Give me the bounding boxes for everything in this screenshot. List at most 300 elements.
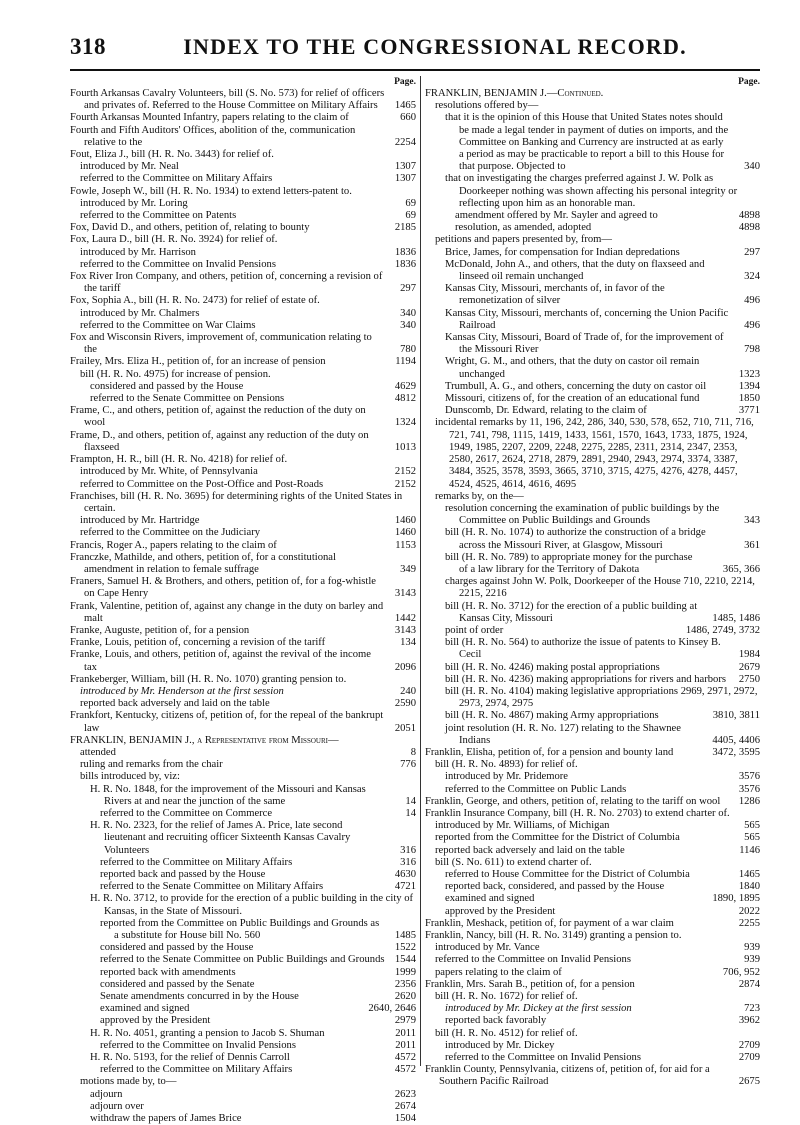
entry-text: introduced by Mr. Vance (435, 942, 540, 954)
index-entry (425, 747, 760, 759)
entry-page: 1153 (395, 539, 416, 551)
index-entry (425, 881, 760, 893)
entry-text: Franklin, Elisha, petition of, for a pension and bounty land (425, 746, 674, 758)
entry-text: considered and passed by the Senate (100, 978, 255, 990)
entry-page: 4572 (394, 1052, 416, 1064)
index-entry (70, 271, 416, 295)
index-entry (70, 112, 416, 124)
entry-text: bills introduced by, viz: (80, 771, 180, 783)
entry-text: Franklin, George, and others, petition of, relating to the tariff on wool (425, 795, 721, 807)
index-entry (425, 381, 760, 393)
entry-text: Frame, C., and others, petition of, against the reduction of the duty on wool (70, 405, 366, 429)
entry-page: 1465 (394, 100, 416, 112)
left-column (70, 76, 416, 1125)
index-entry (425, 112, 760, 173)
entry-text: H. R. No. 2323, for the relief of James A. Price, late second lieutenant and recruiting officer Sixteenth Kansas Cavalry Volunteers (90, 820, 351, 856)
entry-text: that it is the opinion of this House that United States notes should be made a legal tender in payment of duties on imports, and the Committee on Banking and Currency are instructed at as early a period as may be practicable to report a bill to this House for that purpose. Objected to (445, 112, 729, 173)
index-entry (70, 637, 416, 649)
entry-text: referred to Committee on the Post-Office and Post-Roads (80, 478, 324, 490)
index-entry (70, 234, 416, 246)
page-column-label: Page. (394, 77, 416, 87)
index-entry (70, 125, 416, 149)
index-entry (70, 1052, 416, 1064)
index-entry (425, 869, 760, 881)
entry-text: Franke, Auguste, petition of, for a pension (70, 624, 250, 636)
page-number: 318 (70, 34, 106, 59)
entry-text: petitions and papers presented by, from— (435, 234, 613, 246)
index-entry (70, 625, 416, 637)
index-entry (70, 454, 416, 466)
entry-page: 4405, 4406 (712, 734, 760, 746)
entry-page: 1836 (394, 258, 416, 270)
entry-page: 1194 (395, 356, 416, 368)
entry-text: referred to the Committee on the Judiciary (80, 527, 261, 539)
entry-page: 1522 (394, 942, 416, 954)
index-entry (70, 1113, 416, 1125)
entry-text: Fourth Arkansas Mounted Infantry, papers relating to the claim of (70, 112, 349, 124)
entry-page: 240 (400, 685, 416, 697)
index-entry (70, 308, 416, 320)
index-entry (70, 295, 416, 307)
entry-page: 798 (744, 344, 760, 356)
entry-text: Brice, James, for compensation for Indian depredations (445, 246, 680, 258)
entry-text: Wright, G. M., and others, that the duty on castor oil remain unchanged (445, 356, 700, 380)
entry-page: 1999 (394, 966, 416, 978)
entry-page: 14 (405, 795, 416, 807)
entry-text: Missouri, citizens of, for the creation of an educational fund (445, 393, 700, 405)
index-entry (425, 1028, 760, 1040)
entry-text: bill (H. R. No. 4893) for relief of. (435, 759, 578, 771)
entry-page: 723 (744, 1003, 760, 1015)
entry-text: Fox and Wisconsin Rivers, improvement of, communication relating to the (70, 332, 372, 356)
entry-text: remarks by, on the— (435, 490, 524, 502)
index-entry (70, 967, 416, 979)
index-entry (70, 881, 416, 893)
index-entry (425, 247, 760, 259)
entry-page: 939 (744, 954, 760, 966)
entry-text: Frampton, H. R., bill (H. R. No. 4218) for relief of. (70, 454, 288, 466)
index-entry (70, 771, 416, 783)
entry-page: 2709 (738, 1052, 760, 1064)
entry-text: approved by the President (445, 905, 556, 917)
index-entry (70, 1040, 416, 1052)
entry-page: 2969, 2971, 2972, 2973, 2974, 2975 (459, 685, 758, 710)
entry-text: bill (H. R. No. 789) to appropriate money for the purchase of a law library for the Territory of Dakota (445, 551, 693, 575)
entry-page: 2679 (738, 661, 760, 673)
index-entry (70, 222, 416, 234)
entry-page: 2255 (738, 917, 760, 929)
index-entry (425, 918, 760, 930)
index-entry (425, 906, 760, 918)
entry-text: bill (H. R. No. 4512) for relief of. (435, 1027, 578, 1039)
entry-text: Frame, D., and others, petition of, against any reduction of the duty on flaxseed (70, 429, 369, 453)
index-entry (425, 979, 760, 991)
entry-text: bill (H. R. No. 4104) making legislative appropriations (445, 685, 681, 697)
index-entry (70, 210, 416, 222)
entry-text: Kansas City, Missouri, merchants of, in favor of the remonetization of silver (445, 283, 665, 307)
entry-page: 340 (400, 319, 416, 331)
entry-text: reported back favorably (445, 1015, 547, 1027)
entry-text: bill (H. R. No. 4867) making Army appropriations (445, 710, 659, 722)
entry-page: 365, 366 (722, 563, 760, 575)
index-entry (425, 393, 760, 405)
index-entry (425, 1015, 760, 1027)
index-entry (70, 1076, 416, 1088)
index-entry (70, 820, 416, 857)
entry-page: 3962 (738, 1015, 760, 1027)
index-entry (70, 747, 416, 759)
index-entry (70, 479, 416, 491)
entry-text: Senate amendments concurred in by the House (100, 991, 299, 1003)
index-entry (425, 662, 760, 674)
column-divider (420, 76, 421, 1066)
entry-page: 1486, 2749, 3732 (685, 624, 760, 636)
entry-page: 4572 (394, 1064, 416, 1076)
index-entry (70, 735, 416, 747)
entry-page: 1323 (738, 368, 760, 380)
index-entry (70, 893, 416, 917)
entry-text: Fox, David D., and others, petition of, relating to bounty (70, 222, 310, 234)
index-entry (70, 991, 416, 1003)
entry-page: 1544 (394, 954, 416, 966)
entry-text: referred to the Committee on Commerce (100, 807, 273, 819)
index-entry (425, 222, 760, 234)
entry-text: joint resolution (H. R. No. 127) relating to the Shawnee Indians (445, 722, 681, 746)
entry-text: Franers, Samuel H. & Brothers, and others, petition of, for a fog-whistle on Cape Henry (70, 576, 376, 600)
index-entry (425, 552, 760, 576)
entry-text: motions made by, to— (80, 1076, 177, 1088)
entry-text: H. R. No. 3712, to provide for the erection of a public building in the city of Kansas, in the State of Missouri. (90, 893, 414, 917)
entry-text: Trumbull, A. G., and others, concerning the duty on castor oil (445, 380, 707, 392)
entry-page: 2152 (394, 478, 416, 490)
index-entry (425, 356, 760, 380)
entry-text: H. R. No. 4051, granting a pension to Jacob S. Shuman (90, 1027, 325, 1039)
entry-page: 4630 (394, 869, 416, 880)
index-entry (70, 393, 416, 405)
entry-text: referred to the Committee on Invalid Pensions (445, 1052, 641, 1064)
index-entry (70, 1003, 416, 1015)
entry-text: bill (H. R. No. 564) to authorize the issue of patents to Kinsey B. Cecil (445, 637, 721, 661)
index-entry (70, 320, 416, 332)
entry-page: 2675 (738, 1076, 760, 1088)
entry-page: 2011 (395, 1027, 416, 1039)
index-entry (425, 88, 760, 100)
index-entry (425, 967, 760, 979)
entry-page: 2874 (738, 978, 760, 990)
entry-text: bill (H. R. No. 1672) for relief of. (435, 991, 578, 1003)
entry-text: considered and passed by the House (100, 942, 254, 954)
index-entry (70, 527, 416, 539)
page-column-label: Page. (738, 77, 760, 87)
entry-page: 1394 (738, 380, 760, 392)
header-rule (70, 69, 760, 71)
entry-text: FRANKLIN, BENJAMIN J.—Continued. (425, 88, 604, 99)
entry-text: reported back adversely and laid on the table (435, 844, 625, 856)
index-entry (70, 552, 416, 576)
entry-text: withdraw the papers of James Brice (90, 1113, 242, 1125)
index-entry (70, 259, 416, 271)
entry-text: Franklin, Meshack, petition of, for payment of a war claim (425, 917, 674, 929)
index-entry (70, 942, 416, 954)
index-entry (425, 991, 760, 1003)
entry-text: Fourth and Fifth Auditors' Offices, abolition of the, communication relative to the (70, 124, 356, 148)
index-entry (70, 198, 416, 210)
index-entry (70, 857, 416, 869)
index-entry (425, 637, 760, 661)
index-entry (70, 954, 416, 966)
entry-text: adjourn (90, 1088, 123, 1100)
entry-text: Fowle, Joseph W., bill (H. R. No. 1934) to extend letters-patent to. (70, 185, 352, 197)
entry-text: referred to the Committee on Military Affairs (100, 1064, 293, 1076)
index-entry (70, 515, 416, 527)
index-entry (70, 540, 416, 552)
entry-text: bill (H. R. No. 4236) making appropriations for rivers and harbors (445, 673, 726, 685)
entry-page: 3576 (738, 771, 760, 783)
entry-page: 780 (400, 344, 416, 356)
index-entry (70, 466, 416, 478)
index-entry (425, 1064, 760, 1088)
entry-text: incidental remarks by (435, 417, 530, 429)
entry-page: 3771 (738, 405, 760, 417)
entry-page: 565 (744, 832, 760, 844)
entry-page: 343 (744, 515, 760, 527)
entry-text: ruling and remarks from the chair (80, 759, 223, 771)
entry-page: 2152 (394, 466, 416, 478)
entry-text: Frailey, Mrs. Eliza H., petition of, for an increase of pension (70, 356, 326, 368)
index-entry (70, 784, 416, 808)
entry-page: 2674 (394, 1100, 416, 1112)
entry-text: Fox, Sophia A., bill (H. R. No. 2473) for relief of estate of. (70, 295, 320, 307)
entry-page: 69 (405, 197, 416, 209)
entry-page: 1890, 1895 (712, 893, 760, 905)
entry-page: 1836 (394, 246, 416, 258)
index-entry (70, 332, 416, 356)
entry-page: 69 (405, 210, 416, 222)
index-entry (425, 723, 760, 747)
entry-text: considered and passed by the House (90, 380, 244, 392)
index-entry (425, 173, 760, 210)
entry-text: Frank, Valentine, petition of, against any change in the duty on barley and malt (70, 600, 384, 624)
entry-text: introduced by Mr. Neal (80, 161, 179, 173)
index-entry (425, 808, 760, 820)
entry-text: referred to the Senate Committee on Pensions (90, 393, 285, 405)
entry-page: 3143 (394, 624, 416, 636)
index-entry (70, 759, 416, 771)
entry-page: 3810, 3811 (712, 710, 760, 722)
entry-text: Francis, Roger A., papers relating to the claim of (70, 539, 277, 551)
index-entry (70, 1064, 416, 1076)
index-entry (425, 771, 760, 783)
entry-text: resolution concerning the examination of public buildings by the Committee on Public Buildings and Grounds (445, 502, 720, 527)
index-entry (70, 808, 416, 820)
index-entry (70, 1028, 416, 1040)
index-entry (70, 710, 416, 734)
entry-page: 2640, 2646 (368, 1003, 416, 1015)
entry-text: reported back with amendments (100, 966, 236, 978)
entry-page: 1307 (394, 173, 416, 185)
entry-text: introduced by Mr. Pridemore (445, 771, 568, 783)
index-entry (70, 247, 416, 259)
index-entry (425, 930, 760, 942)
entry-text: resolution, as amended, adopted (455, 222, 592, 234)
entry-text: Kansas City, Missouri, merchants of, concerning the Union Pacific Railroad (445, 307, 729, 331)
entry-page: 340 (400, 307, 416, 319)
entry-text: referred to the Committee on Military Affairs (80, 173, 273, 185)
entry-text: referred to the Committee on Patents (80, 210, 237, 222)
index-entry (70, 173, 416, 185)
index-entry (70, 869, 416, 881)
index-entry (425, 405, 760, 417)
index-entry (70, 649, 416, 673)
entry-text: bill (H. R. No. 4246) making postal appropriations (445, 661, 660, 673)
entry-page: 776 (400, 759, 416, 771)
entry-text: introduced by Mr. Henderson at the first session (80, 685, 284, 697)
entry-page: 3143 (394, 588, 416, 600)
entry-page: 14 (405, 807, 416, 819)
index-entry (425, 820, 760, 832)
index-entry (70, 601, 416, 625)
index-entry (70, 576, 416, 600)
entry-text: introduced by Mr. Williams, of Michigan (435, 820, 610, 832)
entry-text: bill (H. R. No. 4975) for increase of pension. (80, 368, 271, 380)
page-header (70, 34, 760, 74)
entry-page: 2356 (394, 978, 416, 990)
entry-text: referred to the Committee on Invalid Pensions (80, 258, 276, 270)
entry-page: 4629 (394, 380, 416, 392)
entry-page: 2022 (738, 905, 760, 917)
entry-page: 11, 196, 242, 286, 340, 530, 578, 652, 710, 711, 716, 721, 741, 798, 1115, 1419, 1433, 1561, 1570, 1643, 1733, 1875, 1924, 1949, 1985, 2207, 2209, 2248, 2275, 2285, 2311, 2314, 2347, 2353, 2580, 2617, 2624, 2718, 2879, 2891, 2940, 2943, 2974, 3374, 3387, 3484, 3525, 3578, 3593, 3665, 3710, 3715, 4275, 4276, 4278, 4457, 4524, 4525, 4614, 4616, 4695 (449, 417, 754, 490)
index-entry (425, 1003, 760, 1015)
entry-text: referred to the Senate Committee on Military Affairs (100, 881, 324, 893)
entry-page: 316 (400, 856, 416, 868)
entry-text: amendment offered by Mr. Sayler and agreed to (455, 210, 658, 222)
entry-text: bill (H. R. No. 3712) for the erection of a public building at Kansas City, Missouri (445, 600, 698, 624)
entry-text: introduced by Mr. White, of Pennsylvania (80, 466, 258, 478)
entry-text: Dunscomb, Dr. Edward, relating to the claim of (445, 405, 647, 417)
entry-page: 1324 (394, 417, 416, 429)
index-entry (70, 369, 416, 381)
entry-text: charges against John W. Polk, Doorkeeper of the House (445, 576, 684, 588)
entry-page: 324 (744, 271, 760, 283)
entry-text: Fout, Eliza J., bill (H. R. No. 3443) for relief of. (70, 149, 274, 161)
index-entry (425, 954, 760, 966)
index-entry (425, 832, 760, 844)
entry-page: 710, 2210, 2214, 2215, 2216 (459, 576, 755, 600)
entry-page: 1286 (738, 795, 760, 807)
entry-text: referred to the Committee on War Claims (80, 319, 256, 331)
entry-text: reported back adversely and laid on the table (80, 698, 270, 710)
entry-text: reported from the Committee for the District of Columbia (435, 832, 680, 844)
entry-text: Frankeberger, William, bill (H. R. No. 1070) granting pension to. (70, 673, 347, 685)
entry-text: referred to the Committee on Invalid Pensions (100, 1039, 296, 1051)
entry-text: H. R. No. 1848, for the improvement of the Missouri and Kansas Rivers at and near the junction of the same (90, 783, 366, 807)
index-entry (70, 356, 416, 368)
index-entry (425, 601, 760, 625)
index-entry (425, 259, 760, 283)
entry-text: McDonald, John A., and others, that the duty on flaxseed and linseed oil remain unchanged (445, 258, 705, 283)
entry-page: 1485, 1486 (712, 612, 760, 624)
index-entry (425, 625, 760, 637)
entry-page: 939 (744, 942, 760, 954)
index-entry (425, 845, 760, 857)
entry-text: FRANKLIN, BENJAMIN J., a Representative from Missouri— (70, 734, 339, 746)
entry-text: reported back and passed by the House (100, 869, 266, 880)
entry-page: 496 (744, 319, 760, 331)
entry-page: 3576 (738, 783, 760, 795)
entry-text: referred to the Committee on Public Lands (445, 783, 627, 795)
index-entry (425, 1040, 760, 1052)
entry-page: 2709 (738, 1039, 760, 1051)
index-entry (425, 576, 760, 600)
entry-text: examined and signed (445, 893, 535, 905)
entry-text: Franczke, Mathilde, and others, petition of, for a constitutional amendment in relation to female suffrage (70, 551, 336, 575)
entry-text: that on investigating the charges preferred against J. W. Polk as Doorkeeper nothing was shown affecting his personal integrity or reflecting upon him as an honorable man. (445, 173, 738, 209)
entry-page: 496 (744, 295, 760, 307)
entry-page: 134 (400, 637, 416, 649)
entry-text: Franchises, bill (H. R. No. 3695) for determining rights of the United States in certain. (70, 490, 403, 514)
index-entry (70, 979, 416, 991)
index-entry (425, 710, 760, 722)
entry-text: attended (80, 746, 116, 758)
entry-page: 565 (744, 820, 760, 832)
entry-page: 8 (410, 746, 416, 758)
index-entry (70, 149, 416, 161)
index-entry (70, 686, 416, 698)
entry-text: reported back, considered, and passed by the House (445, 881, 665, 893)
index-entry (70, 161, 416, 173)
entry-text: Fox River Iron Company, and others, petition of, concerning a revision of the tariff (70, 271, 383, 295)
entry-text: referred to the Senate Committee on Public Buildings and Grounds (100, 954, 385, 966)
index-entry (425, 234, 760, 246)
entry-text: referred to House Committee for the District of Columbia (445, 869, 690, 880)
entry-text: approved by the President (100, 1015, 211, 1027)
entry-page: 297 (400, 283, 416, 295)
entry-text: introduced by Mr. Dickey (445, 1039, 555, 1051)
index-entry (425, 759, 760, 771)
entry-page: 1504 (394, 1113, 416, 1125)
index-entry (425, 686, 760, 710)
index-entry (425, 796, 760, 808)
entry-page: 2623 (394, 1088, 416, 1100)
index-entry (70, 1089, 416, 1101)
entry-text: adjourn over (90, 1100, 144, 1112)
entry-page: 4898 (738, 222, 760, 234)
index-entry (425, 283, 760, 307)
entry-page: 2620 (394, 991, 416, 1003)
entry-text: papers relating to the claim of (435, 966, 562, 978)
entry-page: 2750 (738, 673, 760, 685)
index-entry (70, 88, 416, 112)
entry-page: 1013 (394, 441, 416, 453)
entry-text: bill (H. R. No. 1074) to authorize the construction of a bridge across the Missouri River, at Glasgow, Missouri (445, 527, 706, 551)
entry-page: 297 (744, 246, 760, 258)
index-entry (425, 942, 760, 954)
entry-page: 2590 (394, 698, 416, 710)
index-entry (425, 210, 760, 222)
entry-page: 4898 (738, 210, 760, 222)
index-entry (70, 491, 416, 515)
entry-page: 1840 (738, 881, 760, 893)
entry-text: Franklin, Nancy, bill (H. R. No. 3149) granting a pension to. (425, 930, 682, 942)
entry-page: 1146 (739, 844, 760, 856)
entry-text: Franklin Insurance Company, bill (H. R. No. 2703) to extend charter of. (425, 807, 730, 819)
entry-page: 1984 (738, 649, 760, 661)
index-entry (425, 491, 760, 503)
entry-page: 340 (744, 161, 760, 173)
index-entry (70, 405, 416, 429)
entry-page: 2011 (395, 1039, 416, 1051)
index-entry (70, 1101, 416, 1113)
